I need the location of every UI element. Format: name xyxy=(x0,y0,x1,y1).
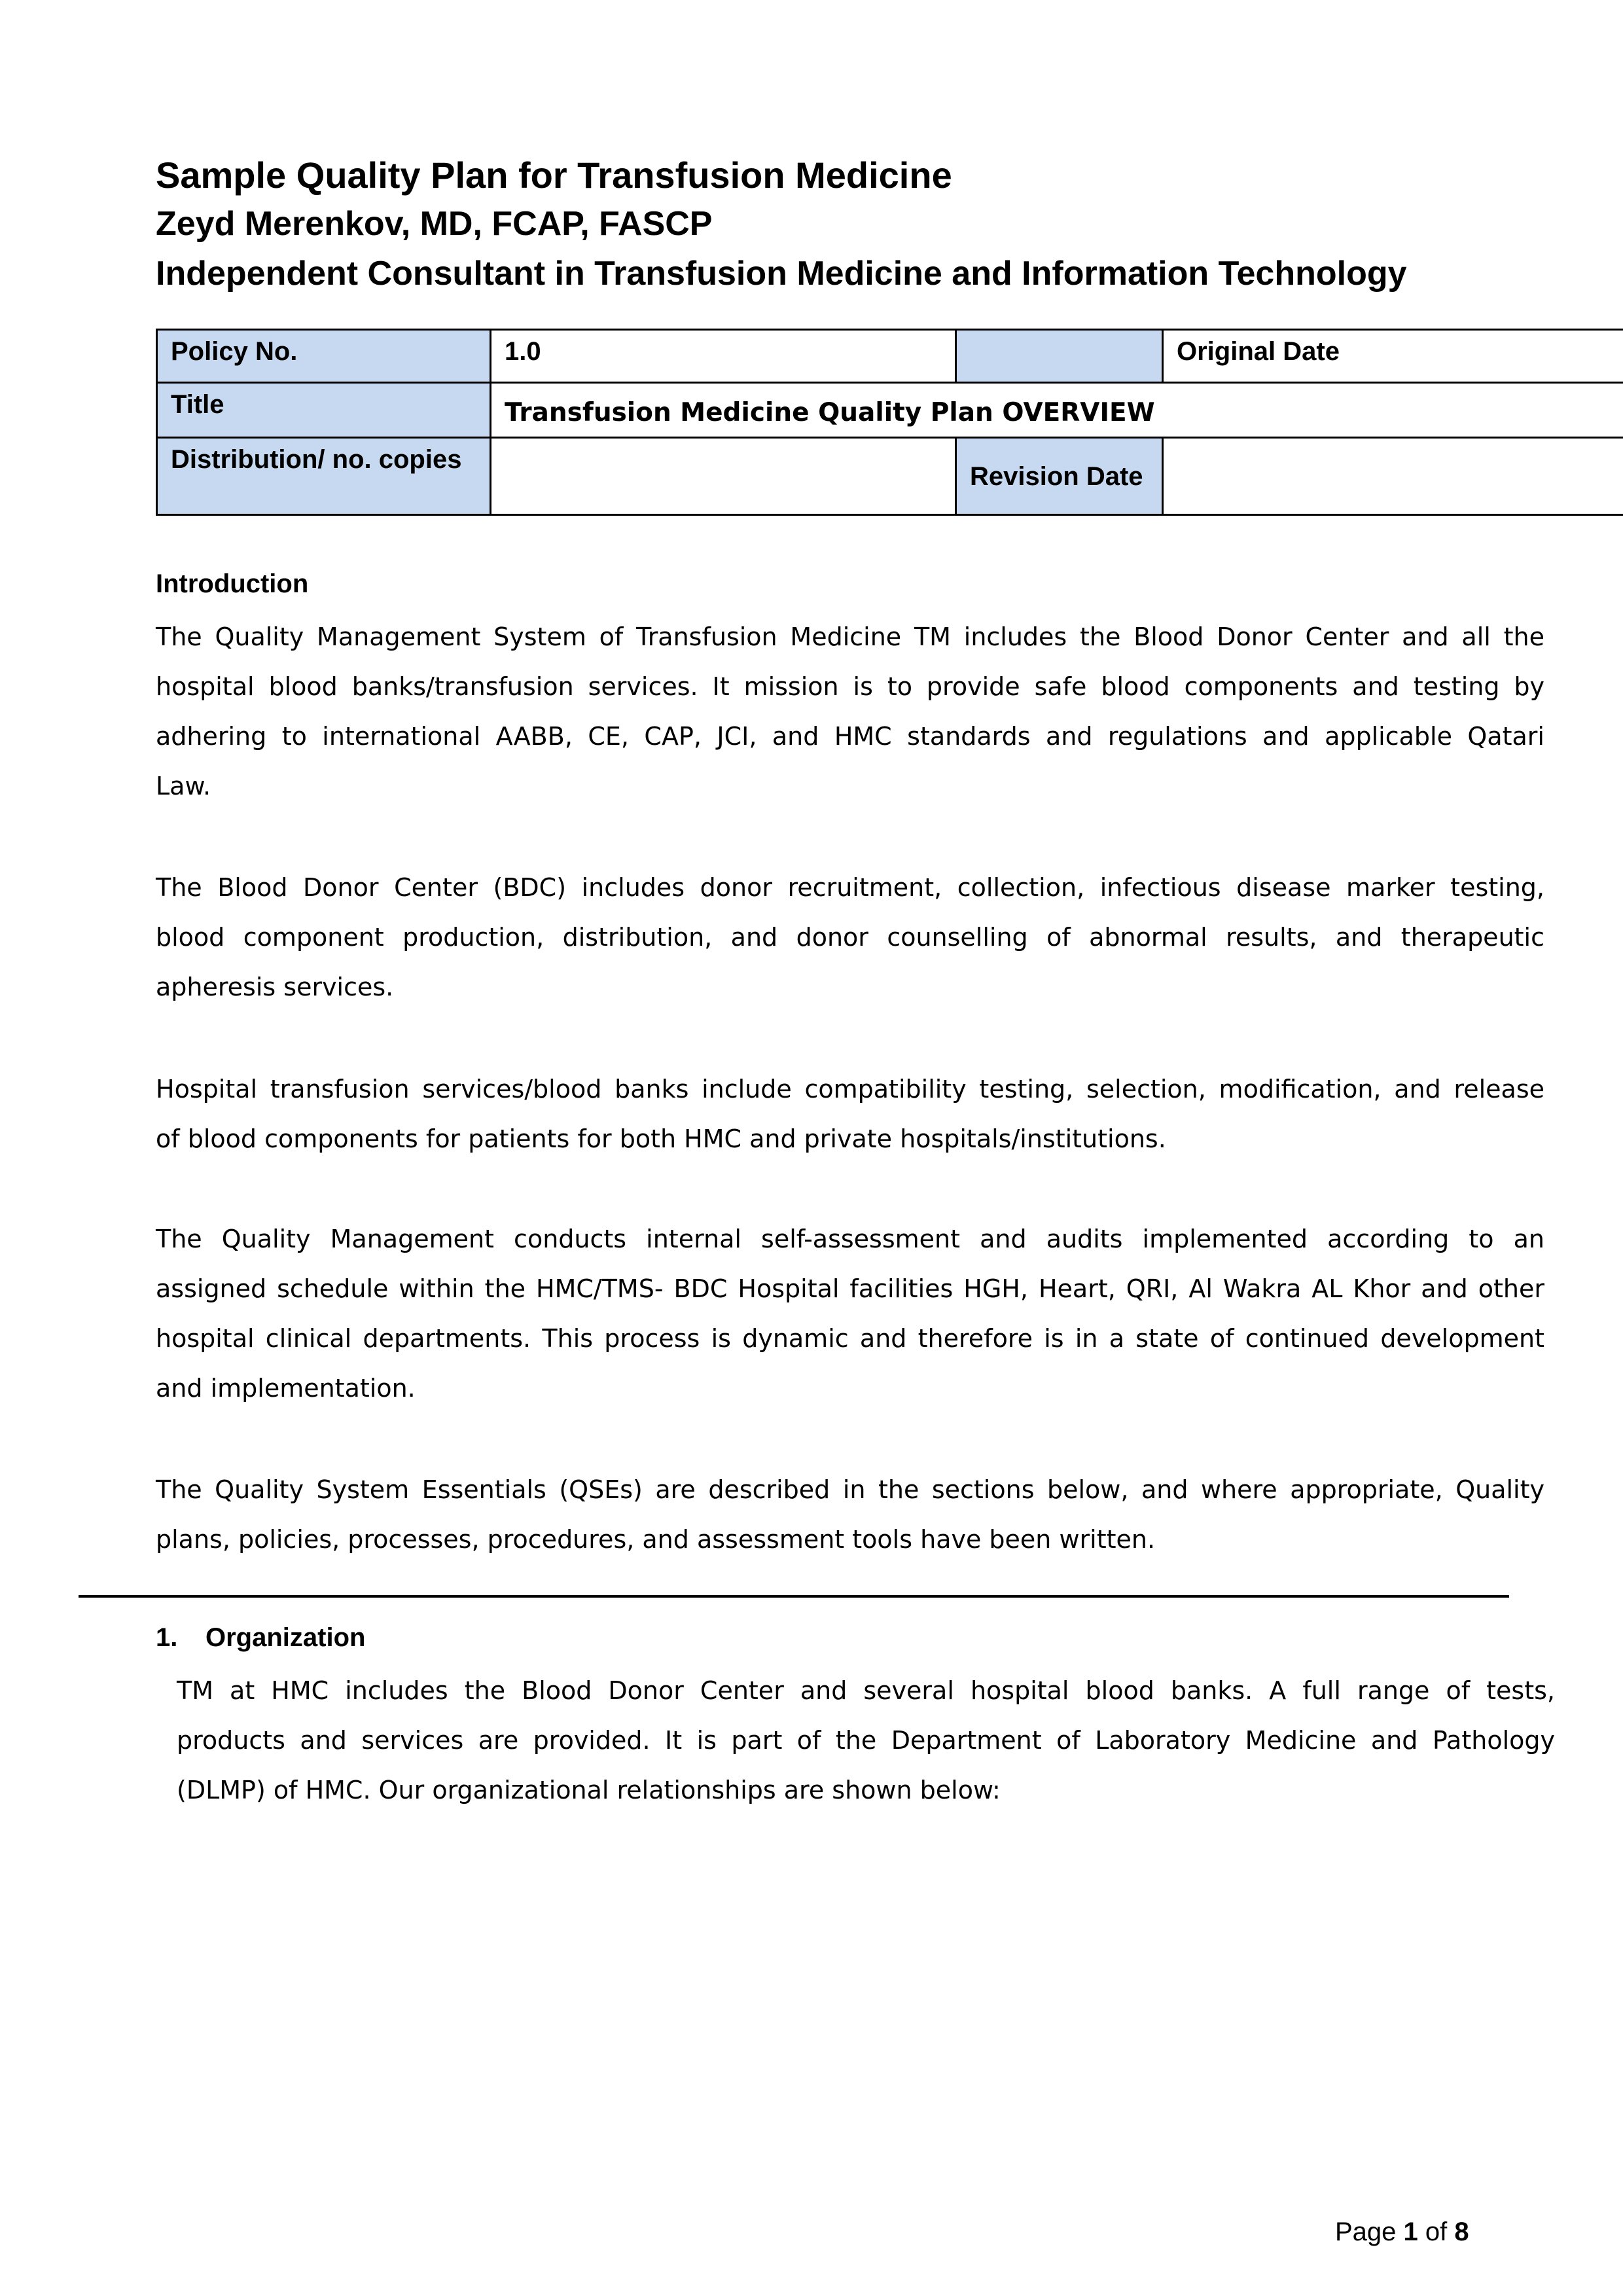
original-date-label: Original Date xyxy=(1162,329,1623,384)
text-line: apheresis services. xyxy=(156,973,394,1001)
page-word: Page xyxy=(1335,2217,1397,2246)
document-title: Sample Quality Plan for Transfusion Medicine xyxy=(156,154,952,196)
text-line: assigned schedule within the HMC/TMS- BDC Hospital facilities HGH, Heart, QRI, Al Wakra AL Khor and other xyxy=(156,1274,1544,1303)
text-line: and implementation. xyxy=(156,1374,416,1403)
revision-date-value xyxy=(1162,437,1623,516)
text-line: of blood components for patients for both HMC and private hospitals/institutions. xyxy=(156,1124,1166,1153)
text-line: Law. xyxy=(156,772,211,800)
policy-table xyxy=(156,329,1623,516)
text-line: adhering to international AABB, CE, CAP, JCI, and HMC standards and regulations and applicable Qatari xyxy=(156,722,1544,751)
distribution-label: Distribution/ no. copies xyxy=(156,437,491,516)
text-line: The Quality Management conducts internal self-assessment and audits implemented according to an xyxy=(156,1225,1544,1253)
intro-paragraph-1 xyxy=(156,612,1544,811)
intro-paragraph-4 xyxy=(156,1214,1544,1413)
text-line: products and services are provided. It is part of the Department of Laboratory Medicine and Pathology xyxy=(177,1726,1555,1755)
intro-paragraph-3 xyxy=(156,1064,1544,1164)
text-line: The Quality Management System of Transfusion Medicine TM includes the Blood Donor Center and all the xyxy=(156,622,1544,651)
policy-no-label: Policy No. xyxy=(156,329,491,384)
distribution-value xyxy=(490,437,957,516)
author-line: Zeyd Merenkov, MD, FCAP, FASCP xyxy=(156,205,713,243)
page-total: 8 xyxy=(1454,2217,1469,2246)
text-line: The Blood Donor Center (BDC) includes donor recruitment, collection, infectious disease marker testing, xyxy=(156,873,1544,902)
intro-paragraph-5 xyxy=(156,1465,1544,1564)
policy-blank-cell xyxy=(955,329,1164,384)
section-1-paragraph xyxy=(177,1666,1555,1815)
text-line: Hospital transfusion services/blood banks include compatibility testing, selection, modification, and release xyxy=(156,1075,1544,1103)
section-1-heading: Organization xyxy=(205,1623,366,1652)
text-line: TM at HMC includes the Blood Donor Center and several hospital blood banks. A full range of tests, xyxy=(177,1676,1555,1705)
introduction-heading: Introduction xyxy=(156,569,309,598)
intro-paragraph-2 xyxy=(156,863,1544,1012)
text-line: hospital clinical departments. This process is dynamic and therefore is in a state of continued development xyxy=(156,1324,1544,1353)
page-number xyxy=(1335,2217,1469,2247)
section-1-number: 1. xyxy=(156,1623,178,1652)
text-line: plans, policies, processes, procedures, and assessment tools have been written. xyxy=(156,1525,1156,1554)
page-current: 1 xyxy=(1403,2217,1418,2246)
policy-no-value: 1.0 xyxy=(490,329,957,384)
title-value: Transfusion Medicine Quality Plan OVERVIEW xyxy=(490,382,1623,439)
text-line: (DLMP) of HMC. Our organizational relationships are shown below: xyxy=(177,1776,1001,1804)
of-word: of xyxy=(1425,2217,1448,2246)
text-line: blood component production, distribution, and donor counselling of abnormal results, and therapeutic xyxy=(156,923,1544,952)
revision-date-label: Revision Date xyxy=(955,437,1164,516)
title-label: Title xyxy=(156,382,491,439)
affiliation-line: Independent Consultant in Transfusion Medicine and Information Technology xyxy=(156,255,1407,293)
text-line: hospital blood banks/transfusion services. It mission is to provide safe blood components and testing by xyxy=(156,672,1544,701)
text-line: The Quality System Essentials (QSEs) are described in the sections below, and where appropriate, Quality xyxy=(156,1475,1544,1504)
section-divider xyxy=(79,1595,1509,1598)
